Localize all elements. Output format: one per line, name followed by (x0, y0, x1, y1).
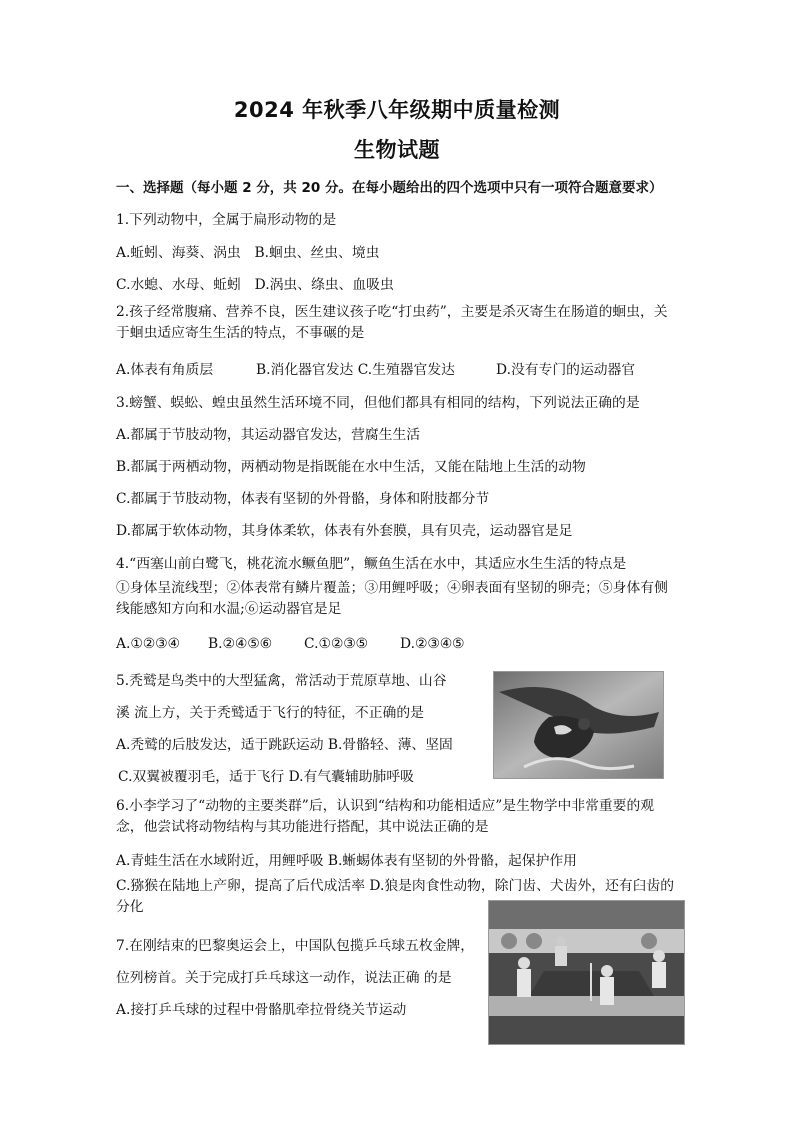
q4-option-a: A.①②③④ (116, 636, 180, 652)
q3-stem: 3.螃蟹、蜈蚣、蝗虫虽然生活环境不同，但他们都具有相同的结构，下列说法正确的是 (116, 395, 640, 411)
q1-options-row-2: C.水螅、水母、蚯蚓 D.涡虫、绦虫、血吸虫 (116, 277, 394, 293)
q7-option-a: A.接打乒乓球的过程中骨骼肌牵拉骨绕关节运动 (116, 1002, 407, 1018)
q6-options-row-1: A.青蛙生活在水域附近，用鲤呼吸 B.蜥蜴体表有坚韧的外骨骼，起保护作用 (116, 853, 577, 869)
exam-title: 2024 年秋季八年级期中质量检测 (233, 98, 561, 122)
q3-option-c: C.都属于节肢动物，体表有坚韧的外骨骼，身体和附肢都分节 (116, 491, 490, 507)
q3-option-a: A.都属于节肢动物，其运动器官发达，营腐生生活 (116, 427, 421, 443)
q4-stem: 4.“西塞山前白鹭飞，桃花流水鳜鱼肥”，鳜鱼生活在水中，其适应水生生活的特点是 (116, 556, 627, 572)
q4-option-d: D.②③④⑤ (400, 636, 465, 652)
q7-stem-line-1: 7.在刚结束的巴黎奥运会上，中国队包揽乒乓球五枚金牌， (116, 938, 475, 954)
q7-stem-line-2: 位列榜首。关于完成打乒乓球这一动作，说法正确 的是 (116, 970, 452, 986)
q6-stem: 6.小李学习了“动物的主要类群”后，认识到“结构和功能相适应”是生物学中非常重要的观念，他尝试将动物结构与其功能进行搭配，其中说法正确的是 (116, 798, 655, 835)
q6-options-row-2: C.猕猴在陆地上产卵，提高了后代成活率 D.狼是肉食性动物，除门齿、犬齿外，还有臼齿的分化 (116, 878, 675, 915)
q5-stem-line-1: 5.秃鹫是鸟类中的大型猛禽，常活动于荒原草地、山谷 (116, 673, 447, 689)
q5-options-row-1: A.秃鹫的后肢发达，适于跳跃运动 B.骨骼轻、薄、坚固 (116, 737, 453, 753)
q1-options-row-1: A.蚯蚓、海葵、涡虫 B.蛔虫、丝虫、境虫 (116, 245, 380, 261)
q4-features: ①身体呈流线型；②体表常有鳞片覆盖；③用鲤呼吸；④卵表面有坚韧的卵壳；⑤身体有侧线能感知方向和水温;⑥运动器官是足 (116, 580, 668, 617)
q1-stem: 1.下列动物中，全属于扁形动物的是 (116, 212, 337, 228)
q2-option-d: D.没有专门的运动器官 (496, 362, 636, 378)
q2-stem: 2.孩子经常腹痛、营养不良，医生建议孩子吃“打虫药”，主要是杀灭寄生在肠道的蛔虫，关于蛔虫适应寄生生活的特点，不事碾的是 (116, 304, 668, 341)
q2-option-bc: B.消化器官发达 C.生殖器官发达 (256, 362, 455, 378)
q2-option-a: A.体表有角质层 (116, 362, 214, 378)
q5-options-row-2: C.双翼被覆羽毛，适于飞行 D.有气囊辅助肺呼吸 (118, 769, 414, 785)
q3-option-b: B.都属于两栖动物，两栖动物是指既能在水中生活，又能在陆地上生活的动物 (116, 459, 586, 475)
exam-subject: 生物试题 (354, 138, 440, 162)
section-heading: 一、选择题（每小题 2 分，共 20 分。在每小题给出的四个选项中只有一项符合题意要求） (116, 180, 663, 196)
q3-option-d: D.都属于软体动物，其身体柔软，体表有外套膜，具有贝壳，运动器官是足 (116, 523, 573, 539)
q5-stem-line-2: 溪 流上方，关于秃鹫适于飞行的特征，不正确的是 (116, 705, 424, 721)
eagle-photo (493, 671, 664, 779)
q4-option-c: C.①②③⑤ (304, 636, 368, 652)
table-tennis-photo (488, 900, 685, 1045)
q4-option-b: B.②④⑤⑥ (208, 636, 272, 652)
